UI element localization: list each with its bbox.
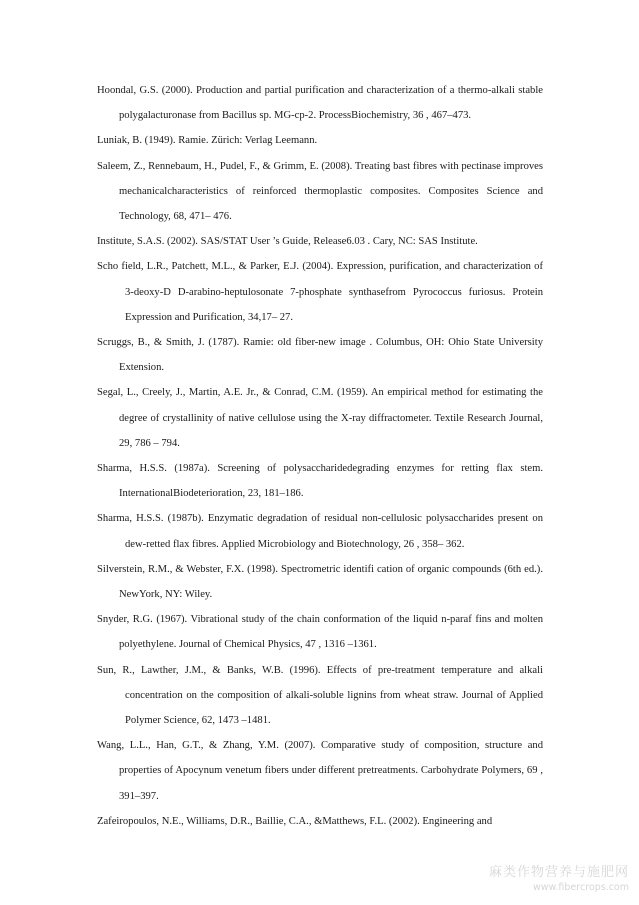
reference-entry: Sun, R., Lawther, J.M., & Banks, W.B. (1996). Effects of pre-treatment temperature and alkali concentration on the composition of alkali-soluble lignins from wheat straw. Journal of Applied Polymer Science, 62, 1473 –1481. — [97, 664, 543, 727]
reference-entry: Zafeiropoulos, N.E., Williams, D.R., Baillie, C.A., &Matthews, F.L. (2002). Engineering and — [97, 815, 493, 827]
watermark — [489, 861, 629, 893]
reference-list — [97, 78, 543, 834]
reference-entry: Scruggs, B., & Smith, J. (1787). Ramie: old fiber-new image . Columbus, OH: Ohio State University Extension. — [97, 337, 543, 374]
reference-entry: Segal, L., Creely, J., Martin, A.E. Jr., & Conrad, C.M. (1959). An empirical method for estimating the degree of crystallinity of native cellulose using the X-ray diffractometer. Textile Research Journal, 29, 786 – 794. — [97, 387, 543, 449]
reference-entry: Hoondal, G.S. (2000). Production and partial purification and characterization of a thermo-alkali stable polygalacturonase from Bacillus sp. MG-cp-2. ProcessBiochemistry, 36 , 467–473. — [97, 85, 543, 122]
watermark-text: 麻类作物营养与施肥网 — [488, 865, 629, 880]
reference-entry: Wang, L.L., Han, G.T., & Zhang, Y.M. (2007). Comparative study of composition, structure and properties of Apocynum venetum fibers under different pretreatments. Carbohydrate Polymers, 69 , 391–397. — [97, 740, 543, 802]
reference-entry: Silverstein, R.M., & Webster, F.X. (1998). Spectrometric identifi cation of organic compounds (6th ed.). NewYork, NY: Wiley. — [97, 563, 543, 601]
reference-entry: Institute, S.A.S. (2002). SAS/STAT User ’s Guide, Release6.03 . Cary, NC: SAS Institute. — [97, 236, 478, 248]
reference-entry: Snyder, R.G. (1967). Vibrational study of the chain conformation of the liquid n-paraf fins and molten polyethylene. Journal of Chemical Physics, 47 , 1316 –1361. — [97, 614, 543, 651]
reference-entry: Scho field, L.R., Patchett, M.L., & Parker, E.J. (2004). Expression, purification, and characterization of 3-deoxy-D D-arabino-heptulosonate 7-phosphate synthasefrom Pyrococcus furiosus. Protein Expression and Purification, 34,17– 27. — [97, 261, 543, 323]
watermark-url: www.fibercrops.com — [532, 882, 629, 893]
reference-entry: Sharma, H.S.S. (1987b). Enzymatic degradation of residual non-cellulosic polysaccharides present on dew-retted flax fibres. Applied Microbiology and Biotechnology, 26 , 358– 362. — [97, 513, 543, 550]
reference-entry: Saleem, Z., Rennebaum, H., Pudel, F., & Grimm, E. (2008). Treating bast fibres with pectinase improves mechanicalcharacteristics of reinforced thermoplastic composites. Composites Science and Technology, 68, 471– 476. — [97, 160, 543, 223]
reference-entry: Sharma, H.S.S. (1987a). Screening of polysaccharidedegrading enzymes for retting flax stem. InternationalBiodeterioration, 23, 181–186. — [97, 463, 543, 500]
reference-entry: Luniak, B. (1949). Ramie. Zürich: Verlag Leemann. — [97, 135, 318, 147]
